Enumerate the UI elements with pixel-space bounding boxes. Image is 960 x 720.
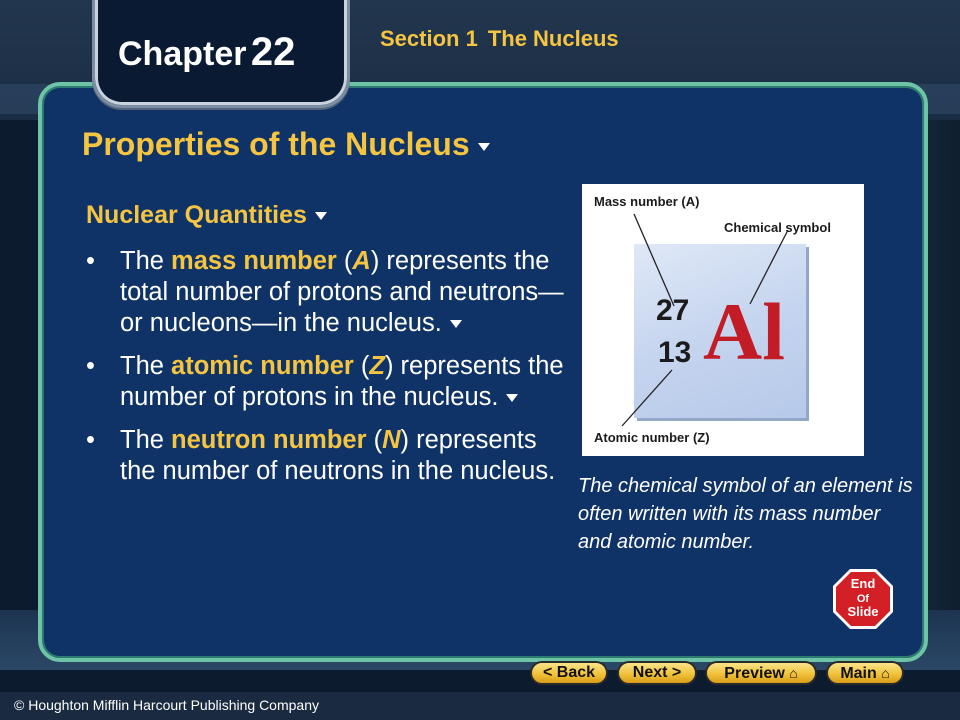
bullet-dot-icon: • (86, 352, 95, 380)
bullet-term: atomic number (171, 352, 354, 380)
subheading (86, 201, 327, 230)
bullet-text (120, 246, 566, 339)
section-header (380, 26, 629, 52)
main-label: Main (840, 665, 877, 682)
chapter-label (118, 30, 295, 75)
chapter-word: Chapter (118, 35, 247, 73)
mass-number-value: 27 (656, 294, 690, 327)
section-title: The Nucleus (487, 26, 619, 51)
slide-title (82, 126, 490, 163)
bullet-variable: Z (369, 352, 385, 380)
bullet-dot-icon: • (86, 247, 95, 275)
advance-arrow-icon[interactable] (450, 320, 462, 328)
main-button[interactable] (826, 661, 904, 685)
end-slide-line3: Slide (847, 604, 879, 619)
bullet-mid: ( (353, 352, 370, 380)
bullet-variable: A (352, 247, 371, 275)
preview-button[interactable] (705, 661, 817, 685)
end-slide-line1: End (850, 576, 876, 591)
chapter-number: 22 (250, 30, 296, 74)
bullet-pre: The (120, 247, 172, 275)
home-icon: ⌂ (789, 665, 798, 681)
atomic-number-value: 13 (658, 336, 692, 369)
chemical-symbol-label: Chemical symbol (724, 220, 831, 235)
bullet-list (86, 246, 566, 499)
next-button[interactable]: Next > (617, 661, 697, 685)
bullet-pre: The (120, 352, 172, 380)
bullet-text (120, 425, 566, 487)
preview-label: Preview (724, 665, 785, 682)
bullet-pre: The (120, 426, 172, 454)
bullet-item (86, 246, 566, 339)
bullet-item (86, 351, 566, 413)
element-symbol: Al (703, 286, 785, 377)
bullet-variable: N (382, 426, 401, 454)
figure-caption: The chemical symbol of an element is often written with its mass number and atomic number. (578, 475, 913, 553)
element-notation-figure (582, 184, 864, 456)
advance-arrow-icon[interactable] (315, 212, 327, 220)
bullet-dot-icon: • (86, 426, 95, 454)
advance-arrow-icon[interactable] (506, 394, 518, 402)
bullet-item (86, 425, 566, 487)
section-label: Section 1 (380, 26, 478, 51)
end-of-slide-icon (832, 568, 894, 630)
bullet-post: ) represents the number of neutrons in the nucleus. (120, 426, 556, 485)
bullet-post: ) represents the number of protons in the nucleus. (120, 352, 564, 411)
bullet-term: neutron number (171, 426, 367, 454)
bullet-mid: ( (336, 247, 353, 275)
atomic-number-label: Atomic number (Z) (594, 430, 710, 445)
mass-number-label: Mass number (A) (594, 194, 700, 209)
bullet-mid: ( (366, 426, 383, 454)
advance-arrow-icon[interactable] (478, 143, 490, 151)
bullet-term: mass number (171, 247, 337, 275)
slide-title-text: Properties of the Nucleus (82, 126, 470, 162)
copyright-text: © Houghton Mifflin Harcourt Publishing Company (14, 697, 319, 713)
bullet-post: ) represents the total number of protons and neutrons—or nucleons—in the nucleus. (120, 247, 564, 337)
subheading-text: Nuclear Quantities (86, 201, 307, 229)
end-slide-line2: Of (856, 593, 870, 605)
bullet-text (120, 351, 566, 413)
home-icon: ⌂ (881, 665, 890, 681)
back-button[interactable]: < Back (530, 661, 608, 685)
